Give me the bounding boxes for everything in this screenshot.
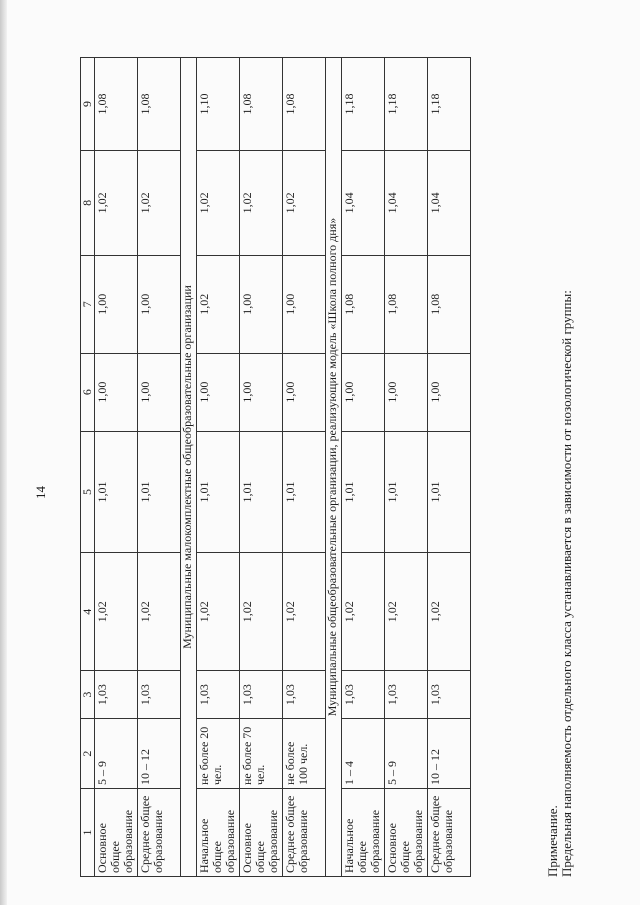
table-cell: 1,00 bbox=[240, 255, 283, 353]
table-cell: 1,02 bbox=[342, 553, 385, 671]
table-cell: 1,10 bbox=[197, 58, 240, 151]
table-cell: 1,00 bbox=[138, 353, 181, 431]
table-cell: 1,18 bbox=[342, 58, 385, 151]
table-cell: 1,08 bbox=[283, 58, 326, 151]
table-cell: Основное общее образование bbox=[240, 789, 283, 877]
section-title-full-day-school: Муниципальные общеобразовательные организации, реализующие модель «Школа полного дня» bbox=[326, 58, 342, 877]
table-header-cell: 7 bbox=[81, 255, 95, 353]
table-cell: 1 – 4 bbox=[342, 719, 385, 789]
table-cell: 1,08 bbox=[138, 58, 181, 151]
table-header-row bbox=[81, 58, 95, 877]
table-cell: 1,01 bbox=[283, 431, 326, 553]
rotated-landscape-content bbox=[33, 57, 600, 877]
table-cell: 1,18 bbox=[428, 58, 471, 151]
table-cell: 1,02 bbox=[240, 553, 283, 671]
table-row bbox=[95, 58, 138, 877]
table-cell: 1,02 bbox=[240, 150, 283, 255]
table-header-cell: 8 bbox=[81, 150, 95, 255]
table-header-cell: 3 bbox=[81, 671, 95, 719]
table-cell: 1,08 bbox=[240, 58, 283, 151]
section-title-small-schools: Муниципальные малокомплектные общеобразовательные организации bbox=[181, 58, 197, 877]
table-cell: 1,02 bbox=[138, 150, 181, 255]
table-cell: 1,01 bbox=[428, 431, 471, 553]
page-number: 14 bbox=[33, 486, 48, 499]
table-header-cell: 1 bbox=[81, 789, 95, 877]
table-cell: не более 100 чел. bbox=[283, 719, 326, 789]
table-cell: 1,01 bbox=[138, 431, 181, 553]
table-cell: 1,03 bbox=[385, 671, 428, 719]
table-cell: 1,02 bbox=[138, 553, 181, 671]
table-cell: 1,02 bbox=[197, 150, 240, 255]
table-cell: 1,04 bbox=[342, 150, 385, 255]
table-header-cell: 5 bbox=[81, 431, 95, 553]
table-cell: Начальное общее образование bbox=[197, 789, 240, 877]
table-cell: 1,00 bbox=[283, 353, 326, 431]
table-cell: 1,00 bbox=[342, 353, 385, 431]
table-cell: 1,02 bbox=[95, 553, 138, 671]
table-cell: Начальное общее образование bbox=[342, 789, 385, 877]
table-header-cell: 2 bbox=[81, 719, 95, 789]
scan-edge-shadow bbox=[0, 0, 7, 905]
table-cell: 1,02 bbox=[428, 553, 471, 671]
table-cell: не более 20 чел. bbox=[197, 719, 240, 789]
table-cell: 1,03 bbox=[240, 671, 283, 719]
table-cell: 1,01 bbox=[197, 431, 240, 553]
table-row bbox=[283, 58, 326, 877]
table-cell: 1,01 bbox=[385, 431, 428, 553]
table-cell: Среднее общее образование bbox=[428, 789, 471, 877]
table-cell: 1,01 bbox=[240, 431, 283, 553]
table-cell: 1,08 bbox=[342, 255, 385, 353]
table-cell: 1,01 bbox=[95, 431, 138, 553]
table-header-cell: 6 bbox=[81, 353, 95, 431]
table-row bbox=[385, 58, 428, 877]
table-cell: 1,02 bbox=[385, 553, 428, 671]
table-cell: 1,01 bbox=[342, 431, 385, 553]
table-cell: 1,00 bbox=[240, 353, 283, 431]
table-cell: 1,04 bbox=[385, 150, 428, 255]
table-cell: 1,00 bbox=[385, 353, 428, 431]
table-cell: 1,00 bbox=[95, 353, 138, 431]
table-cell: 1,02 bbox=[283, 553, 326, 671]
note-block bbox=[546, 290, 574, 877]
table-cell: 1,02 bbox=[283, 150, 326, 255]
table-cell: 1,00 bbox=[95, 255, 138, 353]
table-cell: 1,03 bbox=[197, 671, 240, 719]
table-cell: 1,03 bbox=[428, 671, 471, 719]
table-cell: Среднее общее образование bbox=[138, 789, 181, 877]
table-cell: 1,18 bbox=[385, 58, 428, 151]
table-cell: 1,00 bbox=[138, 255, 181, 353]
table-section-row bbox=[181, 58, 197, 877]
table-cell: 1,04 bbox=[428, 150, 471, 255]
table-cell: 5 – 9 bbox=[385, 719, 428, 789]
table-header-cell: 9 bbox=[81, 58, 95, 151]
table-cell: 1,02 bbox=[197, 255, 240, 353]
note-title: Примечание. bbox=[545, 805, 560, 877]
table-row bbox=[428, 58, 471, 877]
table-row bbox=[240, 58, 283, 877]
table-cell: 1,00 bbox=[428, 353, 471, 431]
table-section-row bbox=[326, 58, 342, 877]
table-cell: 1,00 bbox=[197, 353, 240, 431]
table-cell: 1,02 bbox=[95, 150, 138, 255]
table-row bbox=[342, 58, 385, 877]
table-cell: 1,03 bbox=[138, 671, 181, 719]
coefficients-table bbox=[80, 57, 471, 877]
table-cell: 1,08 bbox=[95, 58, 138, 151]
table-row bbox=[138, 58, 181, 877]
table-cell: 1,03 bbox=[342, 671, 385, 719]
table-cell: 1,00 bbox=[283, 255, 326, 353]
table-row bbox=[197, 58, 240, 877]
table-cell: 1,08 bbox=[428, 255, 471, 353]
table-cell: 5 – 9 bbox=[95, 719, 138, 789]
note-text: Предельная наполняемость отдельного класса устанавливается в зависимости от нозологической группы: bbox=[559, 290, 574, 877]
table-cell: не более 70 чел. bbox=[240, 719, 283, 789]
table-header-cell: 4 bbox=[81, 553, 95, 671]
table-cell: Основное общее образование bbox=[385, 789, 428, 877]
table-cell: 10 – 12 bbox=[138, 719, 181, 789]
table-cell: 1,08 bbox=[385, 255, 428, 353]
table-cell: Среднее общее образование bbox=[283, 789, 326, 877]
table-cell: 1,03 bbox=[283, 671, 326, 719]
table-cell: Основное общее образование bbox=[95, 789, 138, 877]
table-cell: 1,02 bbox=[197, 553, 240, 671]
table-cell: 10 – 12 bbox=[428, 719, 471, 789]
table-cell: 1,03 bbox=[95, 671, 138, 719]
